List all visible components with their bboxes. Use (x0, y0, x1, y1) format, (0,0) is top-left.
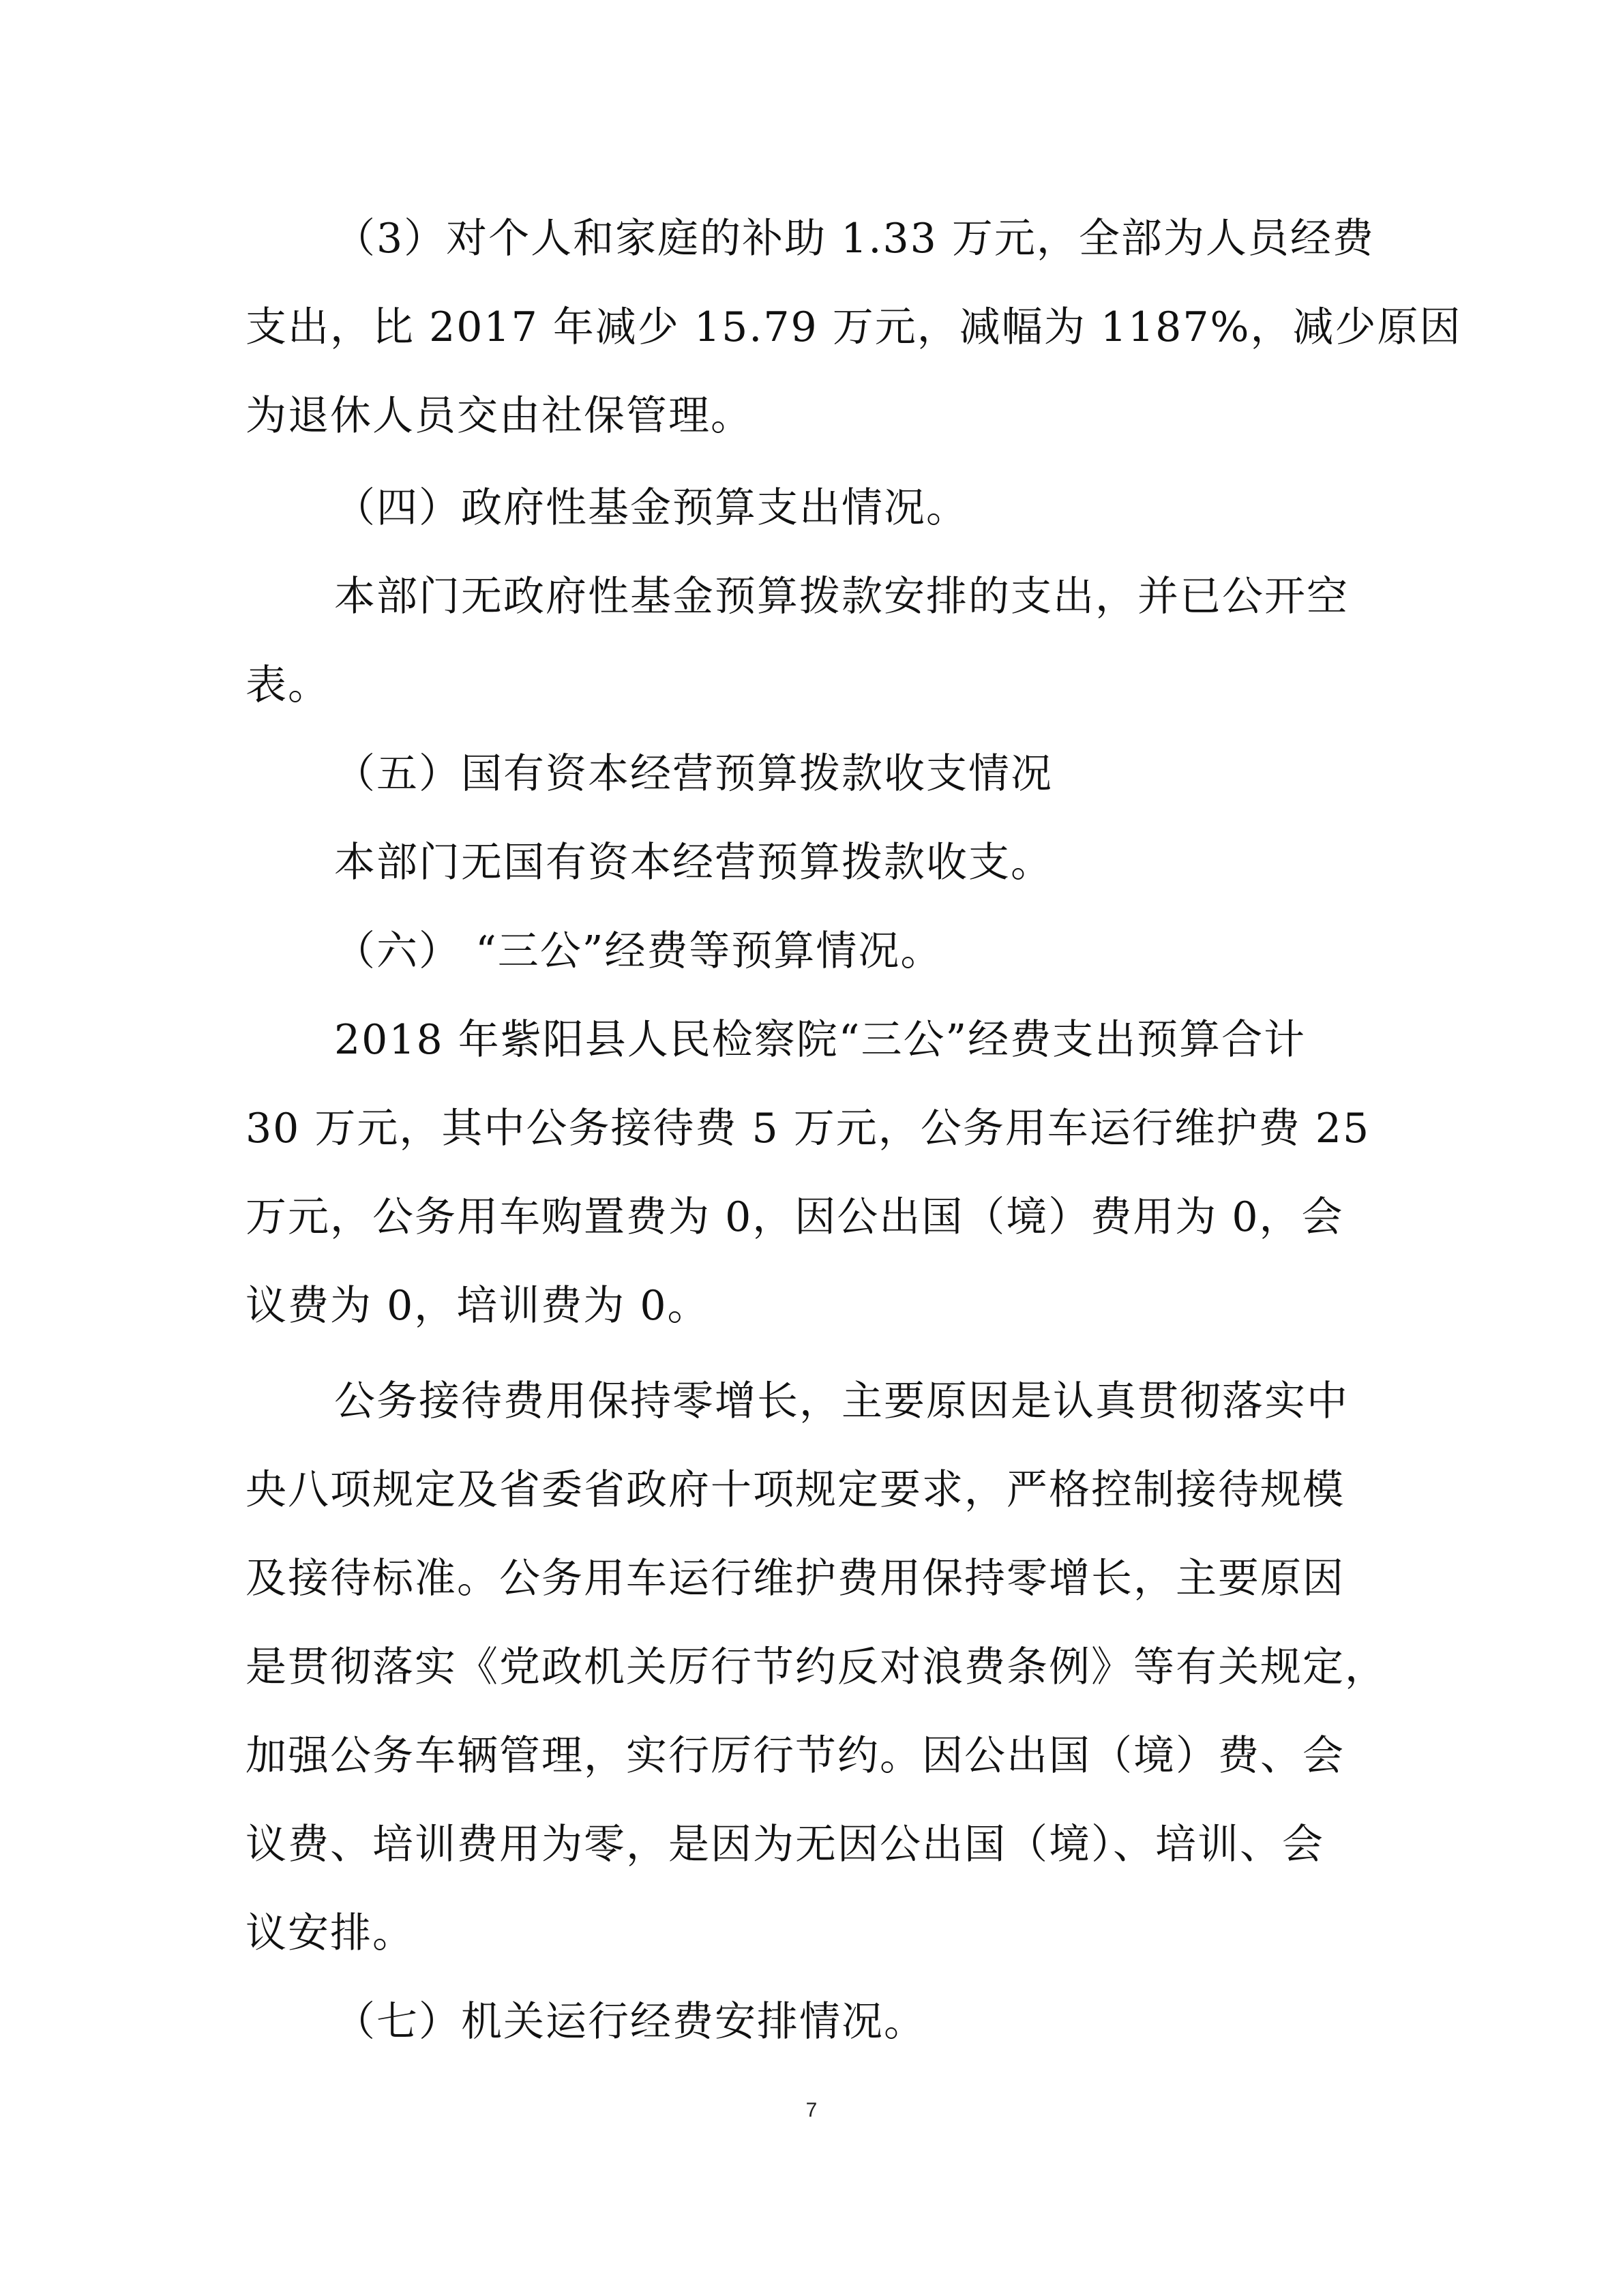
paragraph-line: 议安排。 (245, 1909, 415, 1957)
paragraph-line: 议费、培训费用为零，是因为无因公出国（境）、培训、会 (245, 1821, 1324, 1868)
paragraph-line: 公务接待费用保持零增长，主要原因是认真贯彻落实中 (334, 1377, 1349, 1425)
section-heading: （五）国有资本经营预算拨款收支情况 (334, 750, 1053, 798)
paragraph-line: 表。 (245, 661, 330, 709)
page-number: 7 (805, 2099, 818, 2121)
paragraph-line: 万元，公务用车购置费为 0，因公出国（境）费用为 0，会 (245, 1193, 1344, 1241)
paragraph-line: （3）对个人和家庭的补助 1.33 万元，全部为人员经费 (334, 215, 1375, 263)
paragraph-line: 2018 年紫阳县人民检察院“三公”经费支出预算合计 (334, 1016, 1307, 1064)
paragraph-line: 支出，比 2017 年减少 15.79 万元，减幅为 1187%，减少原因 (245, 303, 1462, 351)
paragraph-line: 议费为 0，培训费为 0。 (245, 1282, 710, 1330)
paragraph-line: 央八项规定及省委省政府十项规定要求，严格控制接待规模 (245, 1466, 1345, 1514)
paragraph-line: 及接待标准。公务用车运行维护费用保持零增长，主要原因 (245, 1555, 1345, 1602)
paragraph-line: 本部门无政府性基金预算拨款安排的支出，并已公开空 (334, 573, 1349, 621)
section-heading: （四）政府性基金预算支出情况。 (334, 484, 968, 532)
paragraph-line: 加强公务车辆管理，实行厉行节约。因公出国（境）费、会 (245, 1732, 1345, 1780)
section-heading: （六） “三公”经费等预算情况。 (334, 927, 943, 975)
paragraph-line: 是贯彻落实《党政机关厉行节约反对浪费条例》等有关规定， (245, 1643, 1387, 1691)
section-heading: （七）机关运行经费安排情况。 (334, 1998, 926, 2046)
paragraph-line: 30 万元，其中公务接待费 5 万元，公务用车运行维护费 25 (245, 1105, 1371, 1152)
paragraph-line: 本部门无国有资本经营预算拨款收支。 (334, 839, 1053, 886)
paragraph-line: 为退休人员交由社保管理。 (245, 392, 753, 440)
